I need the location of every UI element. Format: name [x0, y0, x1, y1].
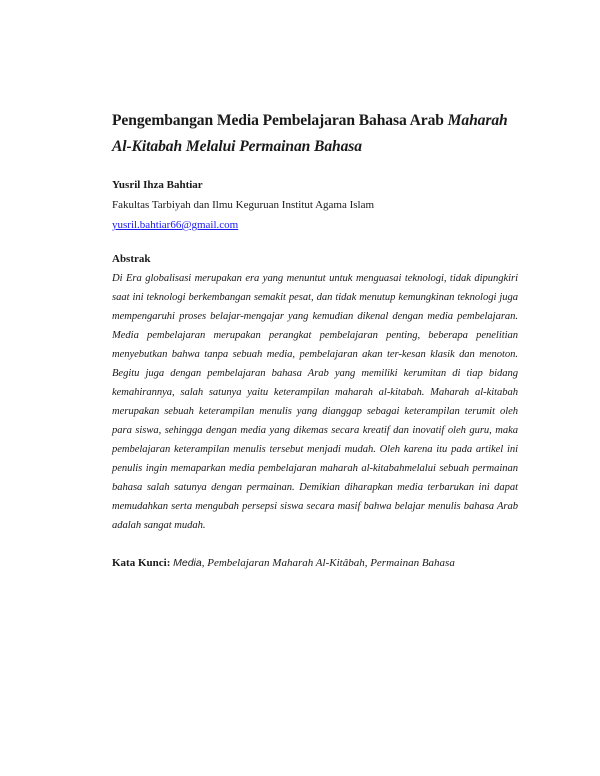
author-affiliation: Fakultas Tarbiyah dan Ilmu Keguruan Institut Agama Islam — [112, 199, 375, 211]
paper-title — [112, 108, 518, 160]
abstract-heading: Abstrak — [112, 253, 151, 265]
keywords-label: Kata Kunci: — [112, 557, 174, 569]
keywords-rest: , Pembelajaran Maharah Al-Kitâbah, Permainan Bahasa — [201, 557, 455, 569]
keywords-line — [112, 555, 518, 571]
author-name: Yusril Ihza Bahtiar — [112, 179, 203, 191]
title-italic-part: Maharah Al-Kitabah Melalui Permainan Bahasa — [112, 112, 508, 155]
title-regular-part: Pengembangan Media Pembelajaran Bahasa Arab — [112, 112, 448, 129]
abstract-body: Di Era globalisasi merupakan era yang menuntut untuk menguasai teknologi, tidak dipungkiri saat ini teknologi berkembangan semakit pesat, dan tidak menutup kemungkinan teknologi juga mempengaruhi proses belajar-mengajar yang kemudian dikenal dengan media pembelajaran. Media pembelajaran merupakan perangkat pembelajaran penting, beberapa penelitian menyebutkan bahwa tanpa sebuah media, pembelajaran akan ter-kesan klasik dan menoton. Begitu juga dengan pembelajaran bahasa Arab yang memiliki kerumitan di tiap bidang kemahirannya, salah satunya yaitu keterampilan maharah al-kitabah. Maharah al-kitabah merupakan sebuah keterampilan menulis yang dianggap sebagai keterampilan terumit oleh para siswa, sehingga dengan media yang dikemas secara kreatif dan inovatif oleh guru, maka pembelajaran keterampilan menulis tersebut menjadi mudah. Oleh karena itu pada artikel ini penulis ingin memaparkan media pembelajaran maharah al-kitabahmelalui sebuah permainan bahasa salah satunya dengan permainan. Demikian diharapkan media terbarukan ini dapat memudahkan serta mengubah persepsi siswa secara masif bahwa belajar menulis bahasa Arab adalah sangat mudah. — [112, 273, 518, 531]
keywords-first: Media — [173, 557, 202, 569]
paper-page — [112, 108, 518, 571]
author-email-link[interactable]: yusril.bahtiar66@gmail.com — [112, 219, 239, 231]
